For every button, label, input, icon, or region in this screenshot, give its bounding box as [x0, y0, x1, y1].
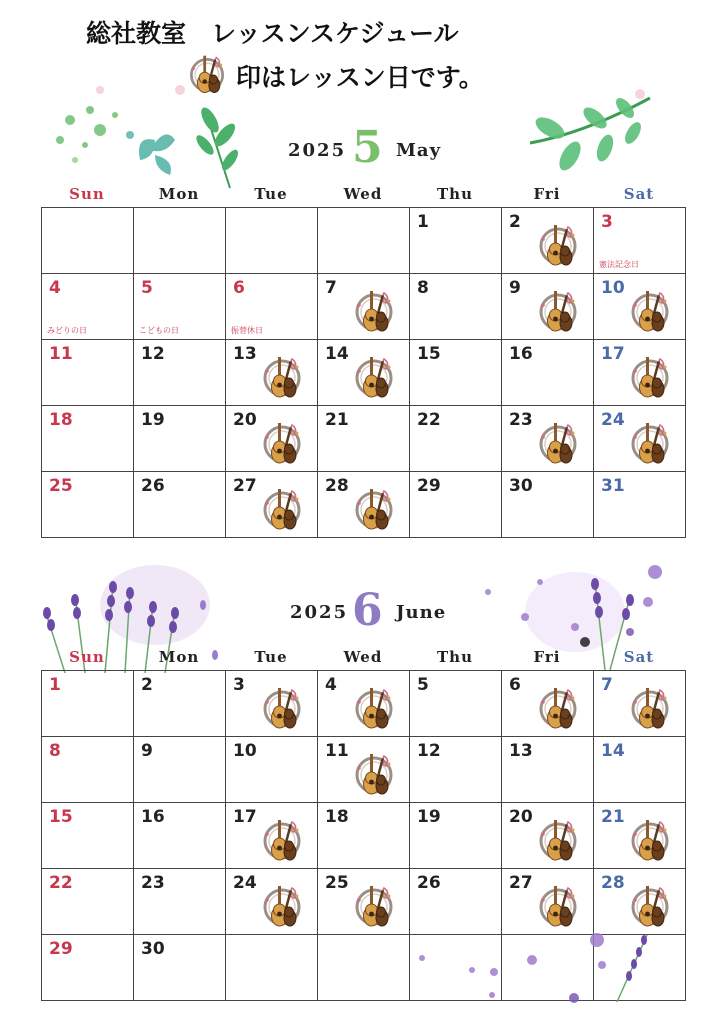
calendar-week-row	[42, 274, 686, 340]
may-day-6	[226, 274, 318, 340]
day-number: 29	[49, 939, 73, 959]
day-number: 12	[417, 741, 441, 761]
june-day-19	[410, 803, 502, 869]
weekday-sun: Sun	[69, 185, 105, 203]
page-title: 総社教室 レッスンスケジュール	[86, 19, 459, 48]
may-day-7	[318, 274, 410, 340]
june-day-26	[410, 869, 502, 935]
day-number: 29	[417, 476, 441, 496]
day-number: 23	[141, 873, 165, 893]
day-number: 24	[233, 873, 257, 893]
day-number: 3	[601, 212, 613, 232]
day-number: 6	[233, 278, 245, 298]
june-day-11	[318, 737, 410, 803]
june-day-29	[42, 935, 134, 1001]
day-number: 28	[325, 476, 349, 496]
day-number: 30	[509, 476, 533, 496]
holiday-label: 振替休日	[231, 326, 263, 335]
day-number: 3	[233, 675, 245, 695]
june-day-1	[42, 671, 134, 737]
day-number: 28	[601, 873, 625, 893]
may-day-3	[594, 208, 686, 274]
weekday-mon: Mon	[158, 648, 200, 666]
day-number: 24	[601, 410, 625, 430]
empty-day-cell	[134, 208, 226, 274]
empty-day-cell	[226, 935, 318, 1001]
day-number: 7	[325, 278, 337, 298]
day-number: 8	[417, 278, 429, 298]
june-day-8	[42, 737, 134, 803]
leaf-decoration-right	[525, 88, 655, 183]
day-number: 6	[509, 675, 521, 695]
june-day-18	[318, 803, 410, 869]
may-day-23	[502, 406, 594, 472]
may-day-30	[502, 472, 594, 538]
day-number: 22	[417, 410, 441, 430]
june-day-20	[502, 803, 594, 869]
day-number: 10	[233, 741, 257, 761]
may-day-24	[594, 406, 686, 472]
weekday-tue: Tue	[254, 185, 288, 203]
day-number: 13	[509, 741, 533, 761]
guitar-lesson-icon	[349, 485, 399, 535]
day-number: 18	[325, 807, 349, 827]
may-day-28	[318, 472, 410, 538]
guitar-lesson-icon	[349, 750, 399, 800]
may-calendar	[41, 207, 686, 538]
guitar-lesson-icon	[533, 816, 583, 866]
day-number: 19	[141, 410, 165, 430]
guitar-lesson-icon	[533, 419, 583, 469]
may-day-12	[134, 340, 226, 406]
day-number: 22	[49, 873, 73, 893]
day-number: 7	[601, 675, 613, 695]
calendar-week-row	[42, 472, 686, 538]
may-day-17	[594, 340, 686, 406]
may-day-5	[134, 274, 226, 340]
day-number: 11	[325, 741, 349, 761]
day-number: 2	[141, 675, 153, 695]
weekday-fri: Fri	[533, 185, 561, 203]
may-day-2	[502, 208, 594, 274]
may-day-25	[42, 472, 134, 538]
june-day-16	[134, 803, 226, 869]
june-day-25	[318, 869, 410, 935]
weekday-thu: Thu	[437, 185, 473, 203]
guitar-lesson-icon	[257, 684, 307, 734]
may-day-16	[502, 340, 594, 406]
guitar-lesson-icon	[349, 882, 399, 932]
guitar-lesson-icon	[257, 353, 307, 403]
june-day-24	[226, 869, 318, 935]
may-day-14	[318, 340, 410, 406]
may-day-1	[410, 208, 502, 274]
calendar-week-row	[42, 671, 686, 737]
day-number: 20	[233, 410, 257, 430]
june-day-5	[410, 671, 502, 737]
may-day-10	[594, 274, 686, 340]
may-day-22	[410, 406, 502, 472]
may-day-15	[410, 340, 502, 406]
calendar-week-row	[42, 208, 686, 274]
june-day-4	[318, 671, 410, 737]
weekday-mon: Mon	[158, 185, 200, 203]
guitar-lesson-icon	[257, 419, 307, 469]
day-number: 16	[509, 344, 533, 364]
day-number: 1	[417, 212, 429, 232]
guitar-lesson-icon	[257, 816, 307, 866]
may-day-29	[410, 472, 502, 538]
guitar-lesson-icon	[533, 287, 583, 337]
day-number: 8	[49, 741, 61, 761]
weekday-sat: Sat	[623, 648, 655, 666]
guitar-lesson-icon	[625, 684, 675, 734]
may-day-18	[42, 406, 134, 472]
june-month-number: 6	[352, 585, 383, 636]
june-day-10	[226, 737, 318, 803]
day-number: 17	[601, 344, 625, 364]
weekday-fri: Fri	[533, 648, 561, 666]
june-day-22	[42, 869, 134, 935]
calendar-week-row	[42, 340, 686, 406]
holiday-label: こどもの日	[139, 326, 179, 335]
calendar-week-row	[42, 869, 686, 935]
day-number: 17	[233, 807, 257, 827]
guitar-lesson-icon	[533, 684, 583, 734]
day-number: 25	[325, 873, 349, 893]
page-subtitle: 印はレッスン日です。	[236, 63, 484, 92]
guitar-lesson-icon	[533, 882, 583, 932]
guitar-lesson-icon	[625, 287, 675, 337]
day-number: 10	[601, 278, 625, 298]
day-number: 23	[509, 410, 533, 430]
weekday-sat: Sat	[623, 185, 655, 203]
guitar-lesson-icon	[625, 419, 675, 469]
weekday-wed: Wed	[343, 185, 383, 203]
empty-day-cell	[226, 208, 318, 274]
may-day-31	[594, 472, 686, 538]
june-day-17	[226, 803, 318, 869]
guitar-lesson-icon	[349, 287, 399, 337]
day-number: 4	[49, 278, 61, 298]
weekday-thu: Thu	[437, 648, 473, 666]
day-number: 1	[49, 675, 61, 695]
day-number: 9	[141, 741, 153, 761]
leaf-decoration-left	[40, 80, 270, 190]
june-day-12	[410, 737, 502, 803]
weekday-sun: Sun	[69, 648, 105, 666]
day-number: 21	[325, 410, 349, 430]
day-number: 4	[325, 675, 337, 695]
june-year: 2025	[290, 602, 349, 623]
day-number: 26	[417, 873, 441, 893]
day-number: 26	[141, 476, 165, 496]
day-number: 5	[417, 675, 429, 695]
may-day-20	[226, 406, 318, 472]
guitar-lesson-icon	[349, 353, 399, 403]
june-day-23	[134, 869, 226, 935]
june-month-name: June	[396, 602, 447, 623]
guitar-lesson-icon	[625, 816, 675, 866]
day-number: 25	[49, 476, 73, 496]
may-day-4	[42, 274, 134, 340]
day-number: 5	[141, 278, 153, 298]
day-number: 15	[417, 344, 441, 364]
june-day-15	[42, 803, 134, 869]
june-day-30	[134, 935, 226, 1001]
day-number: 14	[325, 344, 349, 364]
may-day-26	[134, 472, 226, 538]
day-number: 21	[601, 807, 625, 827]
june-day-3	[226, 671, 318, 737]
lavender-decoration-bottom	[412, 930, 692, 1005]
day-number: 2	[509, 212, 521, 232]
empty-day-cell	[42, 208, 134, 274]
june-day-14	[594, 737, 686, 803]
may-month-number: 5	[352, 122, 383, 173]
guitar-lesson-icon	[533, 221, 583, 271]
calendar-week-row	[42, 737, 686, 803]
june-day-6	[502, 671, 594, 737]
day-number: 13	[233, 344, 257, 364]
day-number: 16	[141, 807, 165, 827]
june-day-21	[594, 803, 686, 869]
may-year: 2025	[288, 140, 347, 161]
day-number: 27	[509, 873, 533, 893]
day-number: 12	[141, 344, 165, 364]
may-day-13	[226, 340, 318, 406]
guitar-lesson-icon	[257, 485, 307, 535]
day-number: 9	[509, 278, 521, 298]
june-day-27	[502, 869, 594, 935]
guitar-lesson-icon	[257, 882, 307, 932]
june-day-13	[502, 737, 594, 803]
may-day-8	[410, 274, 502, 340]
day-number: 18	[49, 410, 73, 430]
day-number: 27	[233, 476, 257, 496]
day-number: 14	[601, 741, 625, 761]
guitar-lesson-icon	[625, 882, 675, 932]
calendar-week-row	[42, 803, 686, 869]
june-day-9	[134, 737, 226, 803]
day-number: 30	[141, 939, 165, 959]
empty-day-cell	[318, 935, 410, 1001]
may-day-19	[134, 406, 226, 472]
may-day-9	[502, 274, 594, 340]
day-number: 15	[49, 807, 73, 827]
june-day-28	[594, 869, 686, 935]
day-number: 20	[509, 807, 533, 827]
day-number: 11	[49, 344, 73, 364]
empty-day-cell	[318, 208, 410, 274]
may-day-27	[226, 472, 318, 538]
weekday-tue: Tue	[254, 648, 288, 666]
day-number: 31	[601, 476, 625, 496]
guitar-lesson-icon	[349, 684, 399, 734]
may-month-name: May	[396, 140, 442, 161]
june-day-7	[594, 671, 686, 737]
june-day-2	[134, 671, 226, 737]
holiday-label: みどりの日	[47, 326, 87, 335]
may-day-11	[42, 340, 134, 406]
holiday-label: 憲法記念日	[599, 260, 639, 269]
calendar-week-row	[42, 406, 686, 472]
day-number: 19	[417, 807, 441, 827]
weekday-wed: Wed	[343, 648, 383, 666]
may-day-21	[318, 406, 410, 472]
guitar-lesson-icon	[625, 353, 675, 403]
